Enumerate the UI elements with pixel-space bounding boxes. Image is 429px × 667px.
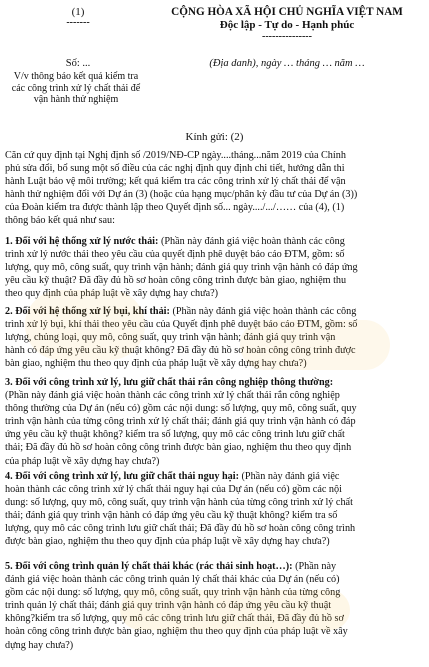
- section-solid-waste: [5, 376, 425, 468]
- motto-rule: ---------------: [262, 31, 312, 42]
- section-line: hoàn thành các công trình xử lý chất thải nguy hại của Dự án (nếu có) gồm các nội: [5, 484, 342, 496]
- section-line: thải; Đã đầy đủ hồ sơ hoàn công công trình được bàn giao, nghiệm thu theo quy định: [5, 442, 352, 454]
- motto: Độc lập - Tự do - Hạnh phúc: [219, 19, 355, 31]
- section-line: thông thường của Dự án (nếu có) gồm các nội dung: số lượng, quy mô, công suất, quy: [5, 403, 357, 415]
- section-line: dựng hay chưa?): [5, 639, 74, 651]
- document-number: Số: ...: [65, 58, 91, 69]
- section-line: ứng yêu cầu kỹ thuật không? kiểm tra số lượng, quy mô các công trình lưu giữ chất: [5, 429, 345, 441]
- section-wastewater: [5, 235, 425, 300]
- section-heading: 3. Đối với công trình xử lý, lưu giữ chất thải rắn công nghiệp thông thường:: [5, 377, 334, 388]
- section-text: (Phần này đánh giá việc: [238, 471, 340, 482]
- section-line: theo quy định của pháp luật về xây dựng hay chưa?): [5, 288, 219, 300]
- section-hazardous-waste: [5, 470, 425, 549]
- section-other-waste: [5, 560, 425, 652]
- subject-line: vận hành thử nghiệm: [33, 94, 119, 105]
- subject-line: V/v thông báo kết quả kiểm tra: [13, 71, 139, 82]
- section-line: đánh giá việc hoàn thành các công trình quản lý chất thải khác của Dự án (nếu có): [5, 574, 340, 586]
- agency-code: (1): [71, 6, 85, 18]
- agency-rule: -------: [66, 17, 90, 28]
- section-line: lượng, quy mô các công trình lưu giữ chất thải; Đã đầy đủ hồ sơ hoàn công công trình: [5, 523, 356, 535]
- section-line: lượng, quy mô, công suất, quy trình vận hành; đánh giá quy trình vận hành có đáp ứng: [5, 262, 358, 274]
- section-line: dung: số lượng, quy mô, công suất, quy trình vận hành của từng công trình xử lý chất: [5, 497, 353, 509]
- section-line: hành có đáp ứng yêu cầu kỹ thuật không? Đã đầy đủ hồ sơ hoàn công công trình được: [5, 345, 356, 357]
- section-line: gồm các nội dung: số lượng, quy mô, công suất, quy trình vận hành của từng công: [5, 587, 341, 599]
- section-text: (Phần này đánh giá việc hoàn thành các công: [169, 306, 357, 317]
- section-line: lượng, chủng loại, quy mô, công suất, quy trình vận hành; đánh giá quy trình vận: [5, 332, 336, 344]
- section-text: (Phần này đánh giá việc hoàn thành các công: [158, 236, 345, 247]
- section-heading: 4. Đối với công trình xử lý, lưu giữ chất thải nguy hại:: [5, 471, 239, 482]
- nation-title: CỘNG HÒA XÃ HỘI CHỦ NGHĨA VIỆT NAM: [171, 6, 403, 18]
- intro-line: hành Luật bảo vệ môi trường; kết quả kiểm tra các công trình xử lý chất thải để vận: [5, 176, 346, 188]
- intro-line: phủ sửa đổi, bổ sung một số điều của các nghị định quy định chi tiết, hướng dẫn thi: [5, 163, 345, 175]
- section-line: của pháp luật về xây dựng hay chưa?): [5, 455, 160, 467]
- section-line: hoàn công công trình được bàn giao, nghiệm thu theo quy định của pháp luật về xây: [5, 626, 348, 638]
- section-text: (Phần này: [292, 561, 337, 572]
- section-line: trình xử lý bụi, khí thải theo yêu cầu của Quyết định phê duyệt báo cáo ĐTM, gồm: số: [5, 319, 358, 331]
- section-heading: 5. Đối với công trình quản lý chất thải khác (rác thải sinh hoạt…):: [5, 561, 293, 572]
- section-line: trình xử lý nước thải theo yêu cầu của quyết định phê duyệt báo cáo ĐTM, gồm: số: [5, 249, 345, 261]
- section-line: yêu cầu kỹ thuật? Đã đầy đủ hồ sơ hoàn công công trình được bàn giao, nghiệm thu: [5, 275, 347, 287]
- place-date: (Địa danh), ngày … tháng … năm …: [209, 58, 365, 69]
- intro-line: Căn cứ quy định tại Nghị định số /2019/NĐ-CP ngày....tháng...năm 2019 của Chính: [5, 150, 346, 161]
- subject-block: [0, 71, 152, 106]
- intro-line: hành thử nghiệm đối với Dự án (3) (hoặc của hạng mục/phân kỳ đầu tư của Dự án (3)): [5, 189, 358, 201]
- section-line: trình quản lý chất thải; đánh giá quy trình vận hành có đáp ứng yêu cầu kỹ thuật: [5, 600, 332, 612]
- section-line: không?kiểm tra số lượng, quy mô các công trình lưu giữ chất thải, Đã đầy đủ hồ sơ: [5, 613, 344, 625]
- subject-line: các công trình xử lý chất thải để: [11, 82, 141, 94]
- section-dust-emissions: [5, 305, 425, 370]
- section-line: thải; đánh giá quy trình vận hành có đáp ứng yêu cầu kỹ thuật không? kiểm tra số: [5, 510, 338, 522]
- addressee: Kính gửi: (2): [185, 131, 244, 143]
- intro-line: của Đoàn kiểm tra được thành lập theo Quyết định số... ngày..../.../…… của (4), (1): [5, 202, 345, 214]
- section-heading: 1. Đối với hệ thống xử lý nước thải:: [5, 236, 159, 247]
- section-line: trình vận hành của từng công trình xử lý chất thải; đánh giá quy trình vận hành có đáp: [5, 416, 356, 428]
- section-heading: 2. Đối với hệ thống xử lý bụi, khí thải:: [5, 306, 170, 317]
- section-line: được bàn giao, nghiệm thu theo quy định của pháp luật về xây dựng hay chưa?): [5, 536, 330, 548]
- intro-paragraph: [5, 149, 425, 228]
- section-line: (Phần này đánh giá việc hoàn thành các công trình xử lý chất thải rắn công nghiệp: [5, 390, 340, 402]
- section-line: bàn giao, nghiệm thu theo quy định của pháp luật về xây dựng hay chưa?): [5, 358, 307, 370]
- intro-line: thông báo kết quả như sau:: [5, 215, 115, 227]
